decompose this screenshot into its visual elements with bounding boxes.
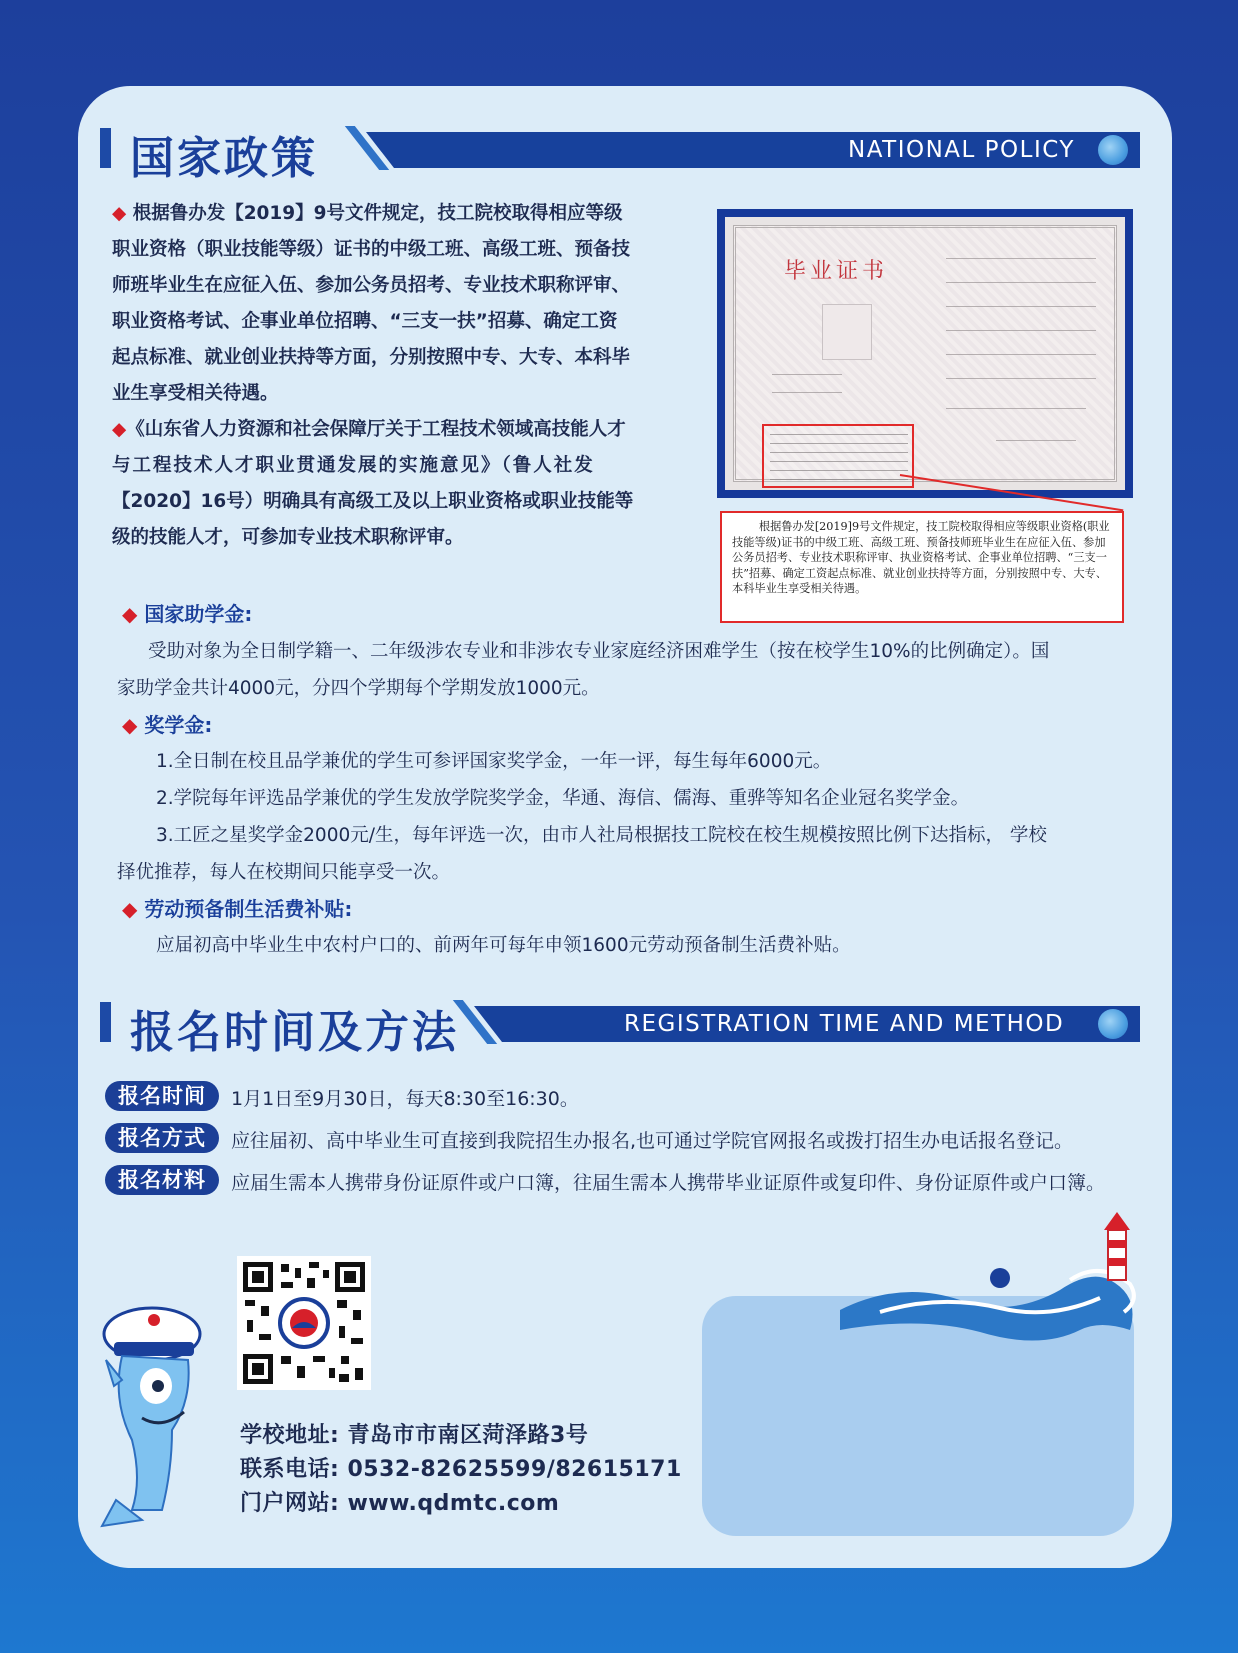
- scholarship-title: 奖学金:: [144, 713, 213, 737]
- policy-subtitle: NATIONAL POLICY: [848, 137, 1075, 163]
- policy-line: 级的技能人才，可参加专业技术职称评审。: [112, 527, 464, 548]
- subsidy-title: 劳动预备制生活费补贴:: [144, 897, 353, 921]
- dolphin-logo-icon: [1098, 135, 1128, 165]
- policy-line: 业生享受相关待遇。: [112, 383, 279, 404]
- certificate-text-line: [996, 440, 1076, 441]
- grant-line: 家助学金共计4000元，分四个学期每个学期发放1000元。: [117, 678, 600, 699]
- policy-line: 职业资格考试、企事业单位招聘、“三支一扶”招募、确定工资: [112, 311, 618, 332]
- subsidy-line: 应届初高中毕业生中农村户口的、前两年可每年申领1600元劳动预备制生活费补贴。: [156, 935, 851, 956]
- registration-title: 报名时间及方法: [130, 1007, 459, 1058]
- certificate-text-line: [946, 378, 1096, 379]
- certificate-text-line: [946, 330, 1096, 331]
- registration-label: 报名材料: [105, 1165, 219, 1195]
- registration-label: 报名方式: [105, 1123, 219, 1153]
- school-phone: 联系电话: 0532-82625599/82615171: [240, 1457, 682, 1482]
- subsidy-heading: [122, 893, 352, 922]
- grant-title: 国家助学金:: [144, 602, 253, 626]
- certificate-text-line: [770, 443, 908, 444]
- right-edge: [1238, 0, 1246, 1659]
- registration-header: [100, 1000, 1140, 1058]
- wave-lighthouse-decoration: [840, 1200, 1170, 1350]
- policy-text-line: 《山东省人力资源和社会保障厅关于工程技术领域高技能人才: [126, 419, 626, 440]
- certificate-title: 毕业证书: [784, 259, 889, 284]
- grant-line: 受助对象为全日制学籍一、二年级涉农专业和非涉农专业家庭经济困难学生（按在校学生10%的比例确定）。国: [148, 641, 1050, 662]
- policy-line: 起点标准、就业创业扶持等方面，分别按照中专、大专、本科毕: [112, 347, 631, 368]
- bullet-icon: ◆: [122, 713, 138, 737]
- school-address: 学校地址: 青岛市市南区菏泽路3号: [240, 1423, 589, 1448]
- bottom-edge: [0, 1653, 1246, 1659]
- bullet-icon: ◆: [112, 203, 127, 224]
- certificate-image: [717, 209, 1133, 498]
- scholarship-heading: [122, 709, 212, 738]
- registration-text: 应往届初、高中毕业生可直接到我院招生办报名,也可通过学院官网报名或拨打招生办电话报名登记。: [231, 1130, 1074, 1152]
- certificate-text-line: [772, 374, 842, 375]
- policy-header: [100, 126, 1140, 184]
- certificate-text-line: [946, 282, 1096, 283]
- header-bar: [100, 128, 111, 168]
- policy-text-line: 根据鲁办发【2019】9号文件规定，技工院校取得相应等级: [132, 203, 623, 224]
- bullet-icon: ◆: [112, 419, 127, 440]
- registration-text: 应届生需本人携带身份证原件或户口簿，往届生需本人携带毕业证原件或复印件、身份证原件或户口簿。: [231, 1172, 1106, 1194]
- certificate-text-line: [770, 434, 908, 435]
- policy-line: [112, 196, 678, 232]
- policy-line: 师班毕业生在应征入伍、参加公务员招考、专业技术职称评审、: [112, 275, 631, 296]
- certificate-text-line: [946, 258, 1096, 259]
- bullet-icon: ◆: [122, 897, 138, 921]
- registration-text: 1月1日至9月30日，每天8:30至16:30。: [231, 1088, 579, 1110]
- certificate-text-line: [770, 479, 908, 480]
- certificate-text-line: [770, 461, 908, 462]
- certificate-photo-box: [822, 304, 872, 360]
- certificate-text-line: [946, 306, 1096, 307]
- certificate-paper: [733, 225, 1117, 482]
- dolphin-logo-icon: [1098, 1009, 1128, 1039]
- certificate-text-line: [946, 408, 1086, 409]
- scholarship-item: 1.全日制在校且品学兼优的学生可参评国家奖学金，一年一评，每生每年6000元。: [156, 751, 832, 772]
- header-bar: [100, 1002, 111, 1042]
- certificate-text-line: [946, 354, 1096, 355]
- policy-paragraphs: [112, 196, 678, 556]
- registration-label: 报名时间: [105, 1081, 219, 1111]
- grant-heading: [122, 598, 252, 627]
- policy-line: 与工程技术人才职业贯通发展的实施意见》（鲁人社发: [112, 455, 595, 476]
- certificate-callout: 根据鲁办发[2019]9号文件规定，技工院校取得相应等级职业资格(职业技能等级)证书的中级工班、高级工班、预备技师班毕业生在应征入伍、参加公务员招考、专业技术职称评审、执业资格考试、企事业单位招聘、“三支一扶”招募、确定工资起点标准、就业创业扶持等方面，分别按照中专、大专、本科毕业生享受相关待遇。: [720, 511, 1124, 623]
- scholarship-item: 3.工匠之星奖学金2000元/生，每年评选一次，由市人社局根据技工院校在校生规模按照比例下达指标， 学校: [156, 825, 1047, 846]
- certificate-text-line: [772, 392, 842, 393]
- policy-line: 【2020】16号）明确具有高级工及以上职业资格或职业技能等: [112, 491, 634, 512]
- bullet-icon: ◆: [122, 602, 138, 626]
- certificate-text-line: [770, 452, 908, 453]
- qr-code: [237, 1256, 371, 1390]
- certificate-text-line: [770, 470, 908, 471]
- certificate-highlight-box: [762, 424, 914, 488]
- policy-line: 职业资格（职业技能等级）证书的中级工班、高级工班、预备技: [112, 239, 631, 260]
- sailor-dolphin-mascot: [92, 1290, 212, 1530]
- school-website: 门户网站: www.qdmtc.com: [240, 1491, 560, 1516]
- policy-title: 国家政策: [130, 133, 318, 184]
- scholarship-item: 2.学院每年评选品学兼优的学生发放学院奖学金，华通、海信、儒海、重骅等知名企业冠名奖学金。: [156, 788, 970, 809]
- scholarship-item: 择优推荐，每人在校期间只能享受一次。: [117, 862, 451, 883]
- registration-subtitle: REGISTRATION TIME AND METHOD: [624, 1011, 1065, 1037]
- policy-line: [112, 412, 678, 448]
